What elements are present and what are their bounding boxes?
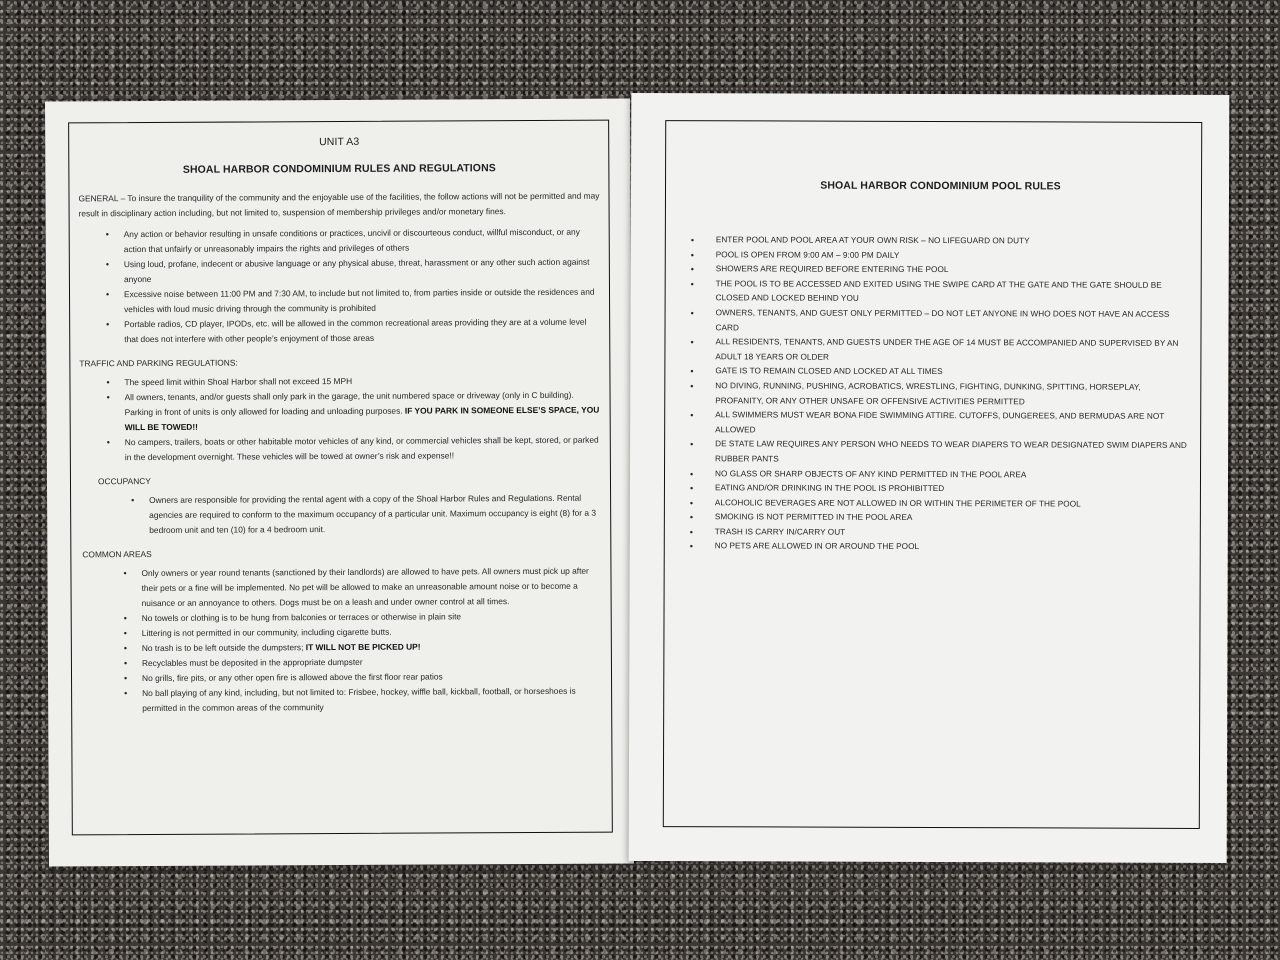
- occupancy-list: [80, 491, 602, 539]
- pool-rule-item: • DE STATE LAW REQUIRES ANY PERSON WHO NEEDS TO WEAR DIAPERS TO WEAR DESIGNATED SWIM DIAPERS AND RUBBER PANTS: [703, 438, 1190, 469]
- pool-rule-item: • GATE IS TO REMAIN CLOSED AND LOCKED AT ALL TIMES: [703, 365, 1190, 381]
- pool-rule-item: • EATING AND/OR DRINKING IN THE POOL IS PROHIBITTED: [703, 481, 1190, 497]
- trash-warning: IT WILL NOT BE PICKED UP!: [305, 641, 421, 653]
- trash-text: No trash is to be left outside the dumpsters;: [141, 642, 304, 654]
- list-item: • Portable radios, CD player, IPODs, etc. will be allowed in the common recreational areas providing they are at a volume level that does not interfere with other people’s enjoyment of those areas: [112, 315, 601, 348]
- list-item: • Only owners or year round tenants (sanctioned by their landlords) are allowed to have pets. All owners must pick up after their pets or a fine will be implemented. No pet will be allowed to make an unreasonable amount noise or to become a nuisance or an annoyance to others. Dogs must be on a leash and under owner control at all times.: [129, 564, 602, 611]
- pool-rule-item: • ENTER POOL AND POOL AREA AT YOUR OWN RISK – NO LIFEGUARD ON DUTY: [704, 233, 1191, 249]
- pool-rules-sheet: [629, 93, 1230, 863]
- list-item: • Excessive noise between 11:00 PM and 7:30 AM, to include but not limited to, from parties inside or outside the residences and vehicles with loud music driving through the community is prohibited: [112, 285, 601, 318]
- pool-rules-border: [663, 120, 1202, 829]
- traffic-list: [79, 373, 601, 466]
- rules-title: SHOAL HARBOR CONDOMINIUM RULES AND REGULATIONS: [182, 162, 496, 176]
- list-item: • Any action or behavior resulting in unsafe conditions or practices, uncivil or discourteous conduct, willful misconduct, or any action that unfairly or unreasonably impairs the rights and privileges of others: [112, 225, 601, 258]
- list-item: • Recyclables must be deposited in the appropriate dumpster: [130, 654, 603, 671]
- common-areas-list: [80, 564, 603, 717]
- pool-rule-item: • ALCOHOLIC BEVERAGES ARE NOT ALLOWED IN OR WITHIN THE PERIMETER OF THE POOL: [703, 496, 1190, 512]
- pool-rule-item: • POOL IS OPEN FROM 9:00 AM – 9:00 PM DAILY: [704, 248, 1191, 264]
- pool-rule-item: • OWNERS, TENANTS, AND GUEST ONLY PERMITTED – DO NOT LET ANYONE IN WHO DOES NOT HAVE AN ACCESS CARD: [703, 306, 1190, 337]
- list-item: • No ball playing of any kind, including, but not limited to: Frisbee, hockey, wiffle ball, kickball, football, or horseshoes is permitted in the common areas of the community: [130, 684, 603, 716]
- list-item: • No towels or clothing is to be hung from balconies or terraces or otherwise in plain site: [130, 609, 603, 626]
- rules-border: [68, 120, 613, 836]
- list-item: • The speed limit within Shoal Harbor shall not exceed 15 MPH: [112, 373, 601, 391]
- pool-rules-title: SHOAL HARBOR CONDOMINIUM POOL RULES: [820, 179, 1061, 193]
- pool-rule-item: • SMOKING IS NOT PERMITTED IN THE POOL AREA: [703, 510, 1190, 526]
- pool-rules-list: [689, 233, 1191, 556]
- pool-rule-item: • NO DIVING, RUNNING, PUSHING, ACROBATICS, WRESTLING, FIGHTING, DUNKING, SPITTING, HORSEPLAY, PROFANITY, OR ANY OTHER UNSAFE OR OFFENSIVE ACTIVITIES PERMITTED: [703, 379, 1190, 410]
- general-list: [79, 225, 602, 348]
- list-item: • No grills, fire pits, or any other open fire is allowed above the first floor rear patios: [130, 669, 603, 686]
- pool-rule-item: • SHOWERS ARE REQUIRED BEFORE ENTERING THE POOL: [704, 262, 1191, 278]
- pool-rule-item: • NO GLASS OR SHARP OBJECTS OF ANY KIND PERMITTED IN THE POOL AREA: [703, 467, 1190, 483]
- traffic-heading: TRAFFIC AND PARKING REGULATIONS:: [79, 357, 238, 369]
- pool-rule-item: • ALL SWIMMERS MUST WEAR BONA FIDE SWIMMING ATTIRE. CUTOFFS, DUNGEREES, AND BERMUDAS ARE NOT ALLOWED: [703, 408, 1190, 439]
- occupancy-heading: OCCUPANCY: [97, 475, 151, 487]
- rules-sheet: [45, 98, 634, 866]
- parking-text: All owners, tenants, and/or guests shall only park in the garage, the unit numbered space or driveway (only in C building). Parking in front of units is only allowed for loading and unloading purposes.: [124, 389, 574, 418]
- list-item: • Using loud, profane, indecent or abusive language or any physical abuse, threat, harassment or any other such action against anyone: [112, 255, 601, 288]
- tow-warning: IF YOU PARK IN SOMEONE ELSE’S SPACE, YOU WILL BE TOWED!!: [124, 404, 600, 433]
- list-item: • Littering is not permitted in our community, including cigarette butts.: [130, 624, 603, 641]
- pool-rule-item: • ALL RESIDENTS, TENANTS, AND GUESTS UNDER THE AGE OF 14 MUST BE ACCOMPANIED AND SUPERVISED BY AN ADULT 18 YEARS OR OLDER: [703, 335, 1190, 366]
- pool-rule-item: • TRASH IS CARRY IN/CARRY OUT: [703, 525, 1190, 541]
- pool-rule-item: • NO PETS ARE ALLOWED IN OR AROUND THE POOL: [703, 540, 1190, 556]
- pool-rule-item: • THE POOL IS TO BE ACCESSED AND EXITED USING THE SWIPE CARD AT THE GATE AND THE GATE SHOULD BE CLOSED AND LOCKED BEHIND YOU: [704, 277, 1191, 308]
- unit-label: UNIT A3: [319, 135, 360, 149]
- list-item: [113, 388, 602, 436]
- common-areas-heading: COMMON AREAS: [82, 548, 152, 560]
- list-item: • Owners are responsible for providing the rental agent with a copy of the Shoal Harbor Rules and Regulations. Rental agencies are required to conform to the maximum occupancy of a particular unit. Maximum occupancy is eight (8) for a 3 bedroom unit and ten (10) for a 4 bedroom unit.: [137, 491, 602, 538]
- list-item: • No campers, trailers, boats or other habitable motor vehicles of any kind, or commercial vehicles shall be kept, stored, or parked in the development overnight. These vehicles will be towed at owner’s risk and expense!!: [113, 433, 602, 466]
- general-paragraph: GENERAL – To insure the tranquility of the community and the enjoyable use of the facilities, the follow actions will not be permitted and may result in disciplinary action including, but not limited to, suspension of membership privileges and/or monetary fines.: [78, 190, 600, 219]
